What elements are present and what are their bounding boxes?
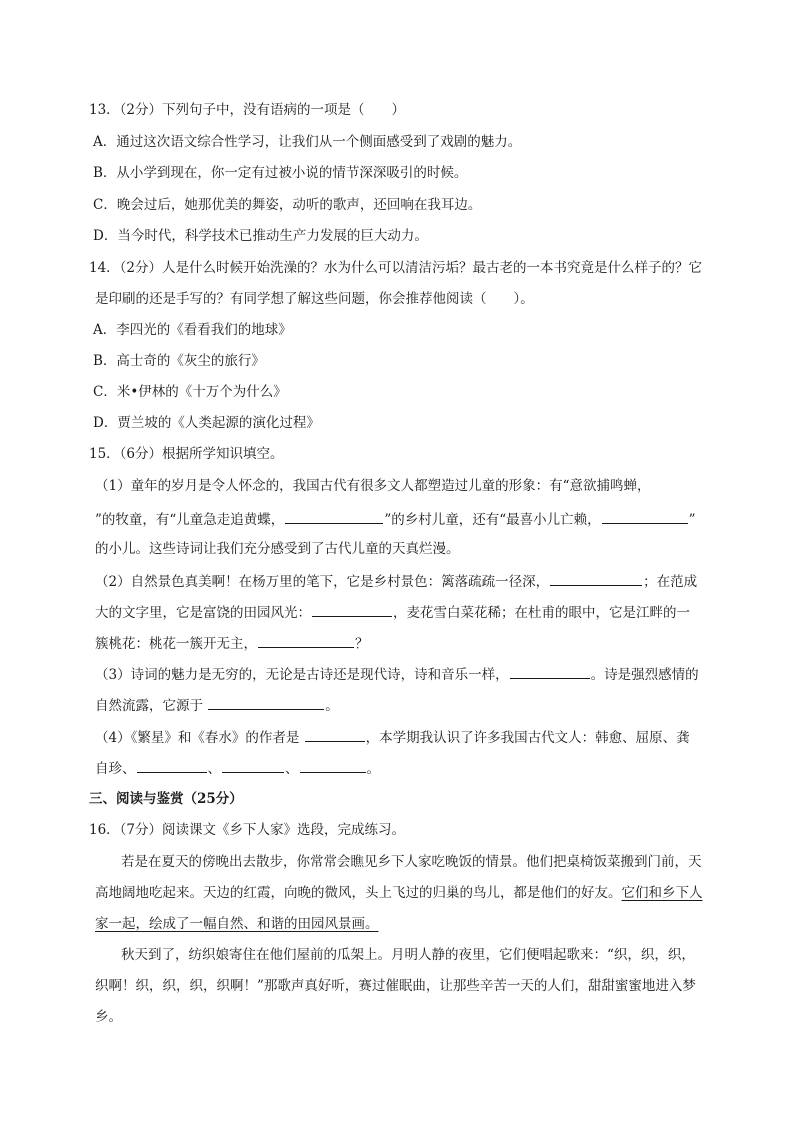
q15-stem: 15．（6分）根据所学知识填空。 [89, 446, 284, 462]
blank-field[interactable] [137, 757, 207, 773]
q15-part2-line1: （2）自然景色真美啊！在杨万里的笔下，它是乡村景色：篱落疏疏一径深， ；在范成 [95, 570, 697, 592]
blank-field[interactable] [222, 757, 284, 773]
q15-part4-line1: （4）《繁星》和《春水》的作者是 ，本学期我认识了许多我国古代文人：韩愈、屈原、龚 [95, 726, 690, 748]
q15-part1-line1: （1）童年的岁月是令人怀念的，我国古代有很多文人都塑造过儿童的形象：有“意欲捕鸣蝉， [95, 478, 651, 494]
q15-part2-line2: 大的文字里，它是富饶的田园风光： ，麦花雪白菜花稀；在杜甫的眼中，它是江畔的一 [95, 601, 690, 623]
blank-field[interactable] [510, 663, 590, 679]
passage-para2-line2: 织啊！织，织，织，织啊！”那歌声真好听，赛过催眠曲，让那些辛苦一天的人们，甜甜蜜蜜地进入梦 [95, 978, 696, 994]
q13-stem: 13．（2分）下列句子中，没有语病的一项是（ ） [89, 102, 406, 118]
blank-field[interactable] [305, 726, 365, 742]
blank-field[interactable] [602, 508, 688, 524]
q14-stem-line1: 14．（2分）人是什么时候开始洗澡的？水为什么可以清洁污垢？最古老的一本书究竟是什么样子的？它 [89, 260, 703, 276]
q14-stem-line2: 是印刷的还是手写的？有同学想了解这些问题，你会推荐他阅读（ ）。 [95, 291, 534, 307]
q13-option-c: C．晚会过后，她那优美的舞姿，动听的歌声，还回响在我耳边。 [93, 197, 482, 213]
q15-part4-line2: 自珍、 、 、 。 [95, 757, 380, 779]
q15-part1-line2: ”的牧童，有“儿童急走追黄蝶， ”的乡村儿童，还有“最喜小儿亡赖， ” [95, 508, 696, 530]
q13-option-d: D．当今时代，科学技术已推动生产力发展的巨大动力。 [93, 228, 428, 244]
blank-field[interactable] [550, 570, 642, 586]
q14-option-b: B．高士奇的《灰尘的旅行》 [93, 353, 265, 369]
blank-field[interactable] [312, 601, 392, 617]
passage-para1-line2: 高地阔地吃起来。天边的红霞，向晚的微风，头上飞过的归巢的鸟儿，都是他们的好友。它们和乡下人 [95, 885, 703, 901]
q15-part2-line3: 簇桃花：桃花一簇开无主， ？ [95, 632, 369, 654]
q14-option-d: D．贾兰坡的《人类起源的演化过程》 [93, 415, 320, 431]
passage-para1-line1: 若是在夏天的傍晚出去散步，你常常会瞧见乡下人家吃晚饭的情景。他们把桌椅饭菜搬到门前，天 [121, 854, 702, 870]
blank-field[interactable] [208, 694, 324, 710]
q14-option-a: A．李四光的《看看我们的地球》 [93, 322, 292, 338]
blank-field[interactable] [285, 508, 383, 524]
passage-para2-line3: 乡。 [95, 1009, 122, 1025]
passage-para2-line1: 秋天到了，纺织娘寄住在他们屋前的瓜架上。月明人静的夜里，它们便唱起歌来：“织，织，织， [121, 947, 695, 963]
q15-part3-line1: （3）诗词的魅力是无穷的，无论是古诗还是现代诗，诗和音乐一样， 。诗是强烈感情的 [95, 663, 699, 685]
passage-para1-line3-underlined: 家一起，绘成了一幅自然、和谐的田园风景画。 [95, 916, 379, 932]
section-heading: 三、阅读与鉴赏（25分） [89, 791, 243, 807]
q13-option-b: B．从小学到现在，你一定有过被小说的情节深深吸引的时候。 [93, 165, 468, 181]
blank-field[interactable] [258, 632, 354, 648]
q15-part3-line2: 自然流露，它源于 。 [95, 694, 339, 716]
q14-option-c: C．米•伊林的《十万个为什么》 [93, 384, 287, 400]
blank-field[interactable] [300, 757, 366, 773]
q13-option-a: A．通过这次语文综合性学习，让我们从一个侧面感受到了戏剧的魅力。 [93, 134, 522, 150]
underlined-sentence: 它们和乡下人 [621, 885, 703, 901]
q15-part1-line3: 的小儿。这些诗词让我们充分感受到了古代儿童的天真烂漫。 [95, 541, 460, 557]
q16-stem: 16．（7分）阅读课文《乡下人家》选段，完成练习。 [89, 822, 406, 838]
